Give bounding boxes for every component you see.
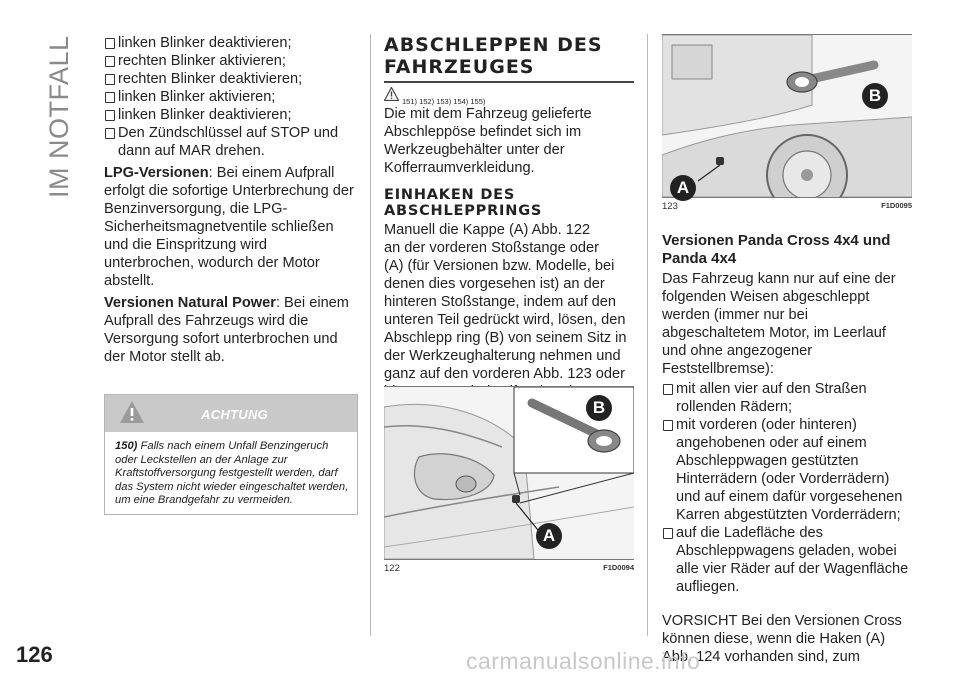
warning-triangle-icon (384, 87, 399, 101)
list-item: mit vorderen (oder hinteren) angehobenen oder auf einem Abschleppwagen gestützten Hinterrädern (oder Vorderrädern) und auf einem dafür vorgesehenen Karren abgestützten Vorderrädern; (662, 416, 912, 524)
lpg-text: : Bei einem Aufprall erfolgt die sofortige Unterbrechung der Benzinversorgung, die LPG-Sicherheitsmagnetventile schließen und die Einspritzung wird unterbrochen, wodurch der Motor abstellt. (104, 165, 354, 289)
warning-triangle-icon (119, 400, 145, 424)
lpg-label: LPG-Versionen (104, 165, 209, 181)
natural-text: : Bei einem Aufprall des Fahrzeugs wird die Versorgung sofort unterbrochen und der Motor stellt ab. (104, 295, 349, 365)
warning-body (105, 432, 357, 514)
figure-123 (662, 34, 912, 212)
body-line: Manuell die Kappe (A) Abb. 122 (384, 222, 591, 238)
body-line: an der vorderen Stoßstange oder (384, 240, 599, 256)
figure-122 (384, 386, 634, 574)
body-line: hinteren Stoßstange, indem auf den (384, 294, 617, 310)
figure-number: 123 (662, 201, 678, 212)
section-heading: ABSCHLEPPEN DES FAHRZEUGES (384, 34, 603, 78)
list-item: Den Zündschlüssel auf STOP und dann auf MAR drehen. (104, 124, 360, 160)
intro-paragraph: Das Fahrzeug kann nur auf eine der folgenden Weisen abgeschleppt werden (immer nur bei abgeschaltetem Motor, im Leerlauf und ohne angezogener Feststellbremse): (662, 271, 896, 377)
lpg-paragraph (104, 164, 360, 290)
section-tab-label: IM NOTFALL (44, 35, 74, 198)
section-tab (44, 35, 84, 198)
subheading: Versionen Panda Cross 4x4 und Panda 4x4 (662, 232, 891, 267)
callout-a: A (670, 175, 696, 201)
body-line: ganz auf den vorderen Abb. 123 oder (384, 366, 625, 382)
page-number: 126 (16, 642, 53, 667)
wheel-illustration (662, 35, 912, 197)
column-left (104, 34, 360, 515)
list-item: rechten Blinker deaktivieren; (104, 70, 360, 88)
list-item: auf die Ladefläche des Abschleppwagens geladen, wobei alle vier Räder auf der Wagenfläche aufliegen. (662, 524, 912, 596)
list-item: mit allen vier auf den Straßen rollenden Rädern; (662, 380, 912, 416)
body-line: unteren Teil gedrückt wird, lösen, den (384, 312, 626, 328)
body-line: der Werkzeughalterung nehmen und (384, 348, 621, 364)
column-middle (384, 34, 634, 401)
warning-number: 150) (115, 440, 138, 452)
column-divider (370, 34, 371, 636)
column-right (662, 230, 912, 666)
body-line: (A) (für Versionen bzw. Modelle, bei (384, 258, 615, 274)
towing-ring-paragraph (384, 221, 634, 401)
figure-code: F1D0095 (881, 201, 912, 210)
warning-references (384, 87, 634, 105)
warning-header (105, 395, 357, 432)
callout-a: A (536, 523, 562, 549)
list-item: linken Blinker aktivieren; (104, 88, 360, 106)
list-item: linken Blinker deaktivieren; (104, 34, 360, 52)
callout-b: B (586, 395, 612, 421)
figure-code: F1D0094 (603, 563, 634, 572)
column-divider (647, 34, 648, 636)
warning-box (104, 394, 358, 515)
callout-b: B (862, 83, 888, 109)
list-item: linken Blinker deaktivieren; (104, 106, 360, 124)
caution-paragraph: VORSICHT Bei den Versionen Cross können diese, wenn die Haken (A) Abb. 124 vorhanden sind, zum (662, 613, 902, 665)
footer-watermark: carmanualsonline.info (466, 648, 701, 674)
warning-text: Falls nach einem Unfall Benzingeruch oder Leckstellen an der Anlage zur Kraftstoffversorgung festgestellt werden, darf das System nicht wieder eingeschaltet werden, um eine Brandgefahr zu vermeiden. (115, 440, 349, 506)
reference-numbers: 151) 152) 153) 154) 155) (402, 97, 486, 106)
figure-number: 122 (384, 563, 400, 574)
body-line: Abschlepp ring (B) von seinem Sitz in (384, 330, 627, 346)
intro-paragraph: Die mit dem Fahrzeug gelieferte Abschleppöse befindet sich im Werkzeugbehälter unter der Kofferraumverkleidung. (384, 106, 592, 176)
body-line: denen dies vorgesehen ist) an der (384, 276, 605, 292)
heading-rule (384, 81, 634, 83)
subheading: EINHAKEN DES ABSCHLEPPRINGS (384, 187, 543, 219)
natural-paragraph (104, 294, 360, 366)
warning-title: ACHTUNG (201, 407, 269, 422)
list-item: rechten Blinker aktivieren; (104, 52, 360, 70)
natural-label: Versionen Natural Power (104, 295, 276, 311)
